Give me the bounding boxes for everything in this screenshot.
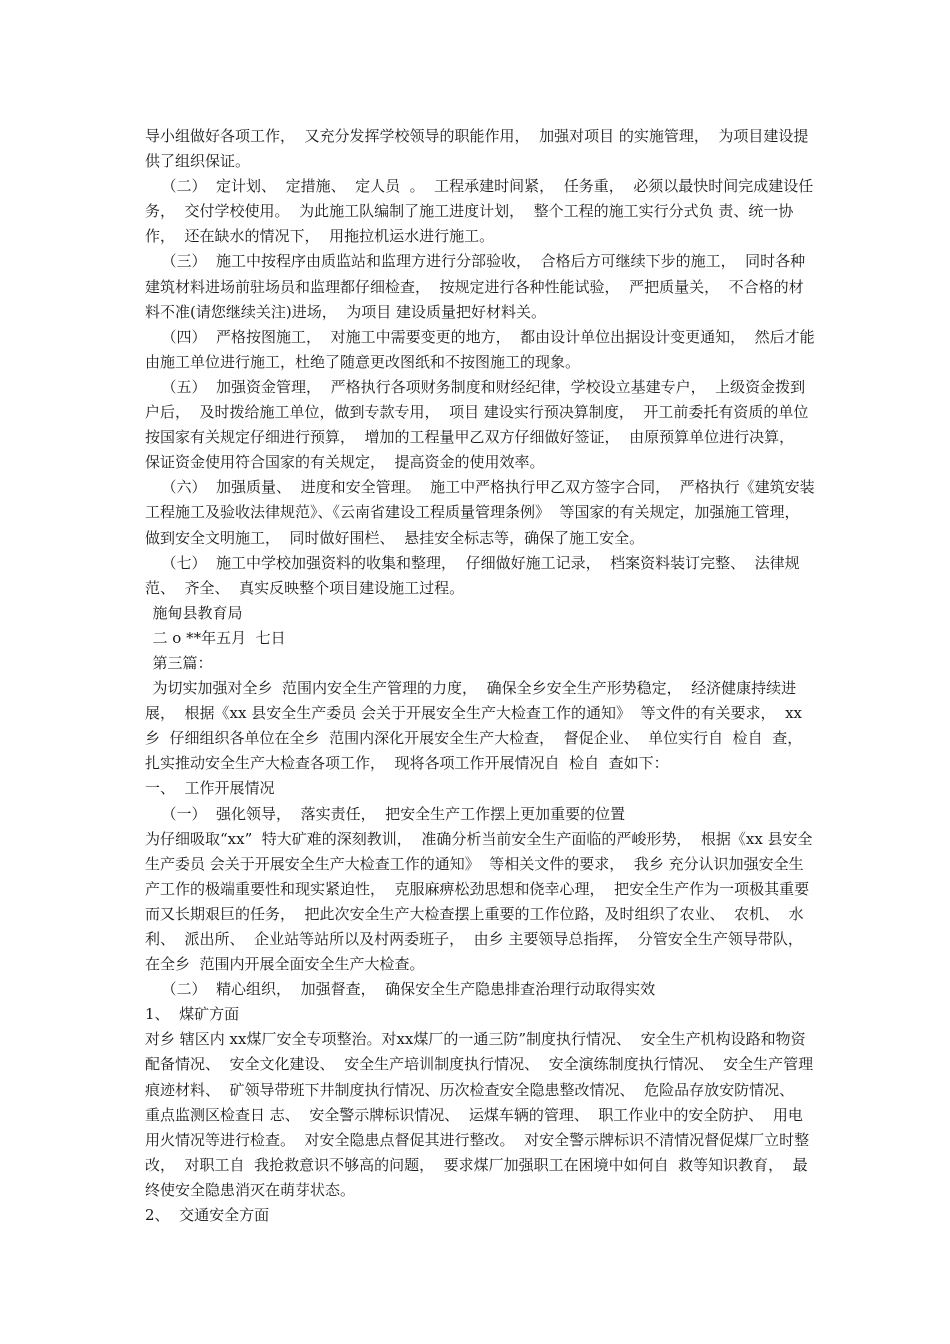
section-heading: 第三篇： bbox=[152, 653, 213, 672]
subheading-traffic: 2、 交通安全方面 bbox=[145, 1206, 270, 1225]
document-body bbox=[145, 124, 817, 1228]
paragraph-item-6: （六） 加强质量、 进度和安全管理。 施工中严格执行甲乙双方签字合同， 严格执行《建筑安装工程施工及验收法律规范》、《云南省建设工程质量管理条例》 等国家的有关规定，加强施工管理， 做到安全文明施工， 同时做好围栏、 悬挂安全标志等，确保了施工安全。 bbox=[145, 478, 815, 547]
paragraph-item-2: （二） 定计划、 定措施、 定人员 。 工程承建时间紧， 任务重， 必须以最快时间完成建设任务， 交付学校使用。 为此施工队编制了施工进度计划， 整个工程的施工实行分式负 责、统一协作， 还在缺水的情况下， 用拖拉机运水进行施工。 bbox=[145, 177, 814, 246]
paragraph-item-7: （七） 施工中学校加强资料的收集和整理， 仔细做好施工记录， 档案资料装订完整、 法律规范、 齐全、 真实反映整个项目建设施工过程。 bbox=[145, 553, 800, 597]
signature-date: 二 o **年五月 七日 bbox=[152, 628, 286, 647]
heading-work-status: 一、 工作开展情况 bbox=[145, 779, 275, 798]
paragraph-item-3: （三） 施工中按程序由质监站和监理方进行分部验收， 合格后方可继续下步的施工， 同时各种建筑材料进场前驻场员和监理都仔细检查， 按规定进行各种性能试验， 严把质量关， 不合格的材料不准(请您继续关注)进场， 为项目 建设质量把好材料关。 bbox=[145, 252, 806, 321]
subheading-coal-mine: 1、 煤矿方面 bbox=[145, 1005, 240, 1024]
paragraph-coal-mine: 对乡 辖区内 xx煤厂安全专项整治。对xx煤厂的一通三防”制度执行情况、 安全生产机构设路和物资配备情况、 安全文化建设、 安全生产培训制度执行情况、 安全演练制度执行情况、 安全生产管理痕迹材料、 矿领导带班下井制度执行情况、历次检查安全隐患整改情况、 危险品存放安防情况、 重点监测区检查日 志、 安全警示牌标识情况、 运煤车辆的管理、 职工作业中的安全防护、 用电用火情况等进行检查。 对安全隐患点督促其进行整改。 对安全警示牌标识不清情况督促煤厂立时整改， 对职工自 我抢救意识不够高的问题， 要求煤厂加强职工在困境中如何自 救等知识教育， 最终使安全隐患消灭在萌芽状态。 bbox=[145, 1030, 814, 1199]
signature-organization: 施甸县教育局 bbox=[152, 603, 243, 622]
intro-paragraph: 为切实加强对全乡 范围内安全生产管理的力度， 确保全乡安全生产形势稳定， 经济健康持续进展， 根据《xx 县安全生产委员 会关于开展安全生产大检查工作的通知》 等文件的有关要求， xx 乡 仔细组织各单位在全乡 范围内深化开展安全生产大检查， 督促企业、 单位实行自 检自 查， 扎实推动安全生产大检查各项工作， 现将各项工作开展情况自 检自 查如下： bbox=[145, 679, 812, 773]
paragraph-item-4: （四） 严格按图施工， 对施工中需要变更的地方， 都由设计单位出据设计变更通知， 然后才能由施工单位进行施工，杜绝了随意更改图纸和不按图施工的现象。 bbox=[145, 327, 815, 371]
subheading-leadership: （一） 强化领导， 落实责任， 把安全生产工作摆上更加重要的位置 bbox=[161, 804, 626, 823]
paragraph-leadership: 为仔细吸取“xx” 特大矿难的深刻教训， 准确分析当前安全生产面临的严峻形势， 根据《xx 县安全生产委员 会关于开展安全生产大检查工作的通知》 等相关文件的要求， 我乡 充分认识加强安全生产工作的极端重要性和现实紧迫性， 克服麻痹松劲思想和侥幸心理， 把安全生产作为一项极其重要而又长期艰巨的任务， 把此次安全生产大检查摆上重要的工作位路，及时组织了农业、 农机、 水利、 派出所、 企业站等站所以及村两委班子， 由乡 主要领导总指挥， 分管安全生产领导带队， 在全乡 范围内开展全面安全生产大检查。 bbox=[145, 829, 813, 974]
paragraph-continuation: 导小组做好各项工作， 又充分发挥学校领导的职能作用， 加强对项目 的实施管理， 为项目建设提供了组织保证。 bbox=[145, 127, 809, 171]
subheading-supervision: （二） 精心组织， 加强督查， 确保安全生产隐患排查治理行动取得实效 bbox=[161, 980, 656, 999]
paragraph-item-5: （五） 加强资金管理， 严格执行各项财务制度和财经纪律，学校设立基建专户， 上级资金拨到户后， 及时拨给施工单位，做到专款专用， 项目 建设实行预决算制度， 开工前委托有资质的单位按国家有关规定仔细进行预算， 增加的工程量甲乙双方仔细做好签证， 由原预算单位进行决算， 保证资金使用符合国家的有关规定， 提高资金的使用效率。 bbox=[145, 377, 809, 472]
